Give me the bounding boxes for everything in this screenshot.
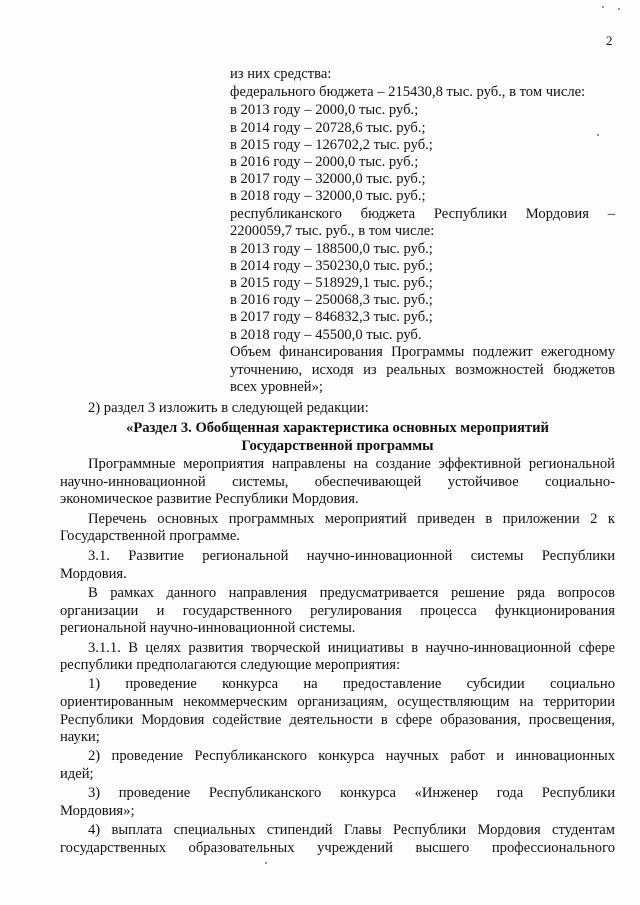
section-heading: Государственной программы [241, 438, 434, 454]
funding-line: республиканского бюджета Республики Мордовия – [230, 206, 615, 222]
body-line: Мордовия»; [60, 803, 135, 819]
funding-line: в 2017 году – 32000,0 тыс. руб.; [230, 171, 426, 187]
body-line: Перечень основных программных мероприятий приведен в приложении 2 к [88, 511, 615, 527]
body-line: В рамках данного направления предусматривается решение ряда вопросов [88, 585, 615, 601]
funding-line: в 2018 году – 32000,0 тыс. руб.; [230, 188, 426, 204]
section-heading: «Раздел 3. Обобщенная характеристика основных мероприятий [126, 420, 549, 436]
funding-line: в 2013 году – 2000,0 тыс. руб.; [230, 102, 419, 118]
body-line: Республики Мордовия содействие деятельности в сфере образования, просвещения, [60, 712, 615, 728]
body-line: Программные мероприятия направлены на создание эффективной региональной [88, 456, 615, 472]
funding-line: в 2014 году – 350230,0 тыс. руб.; [230, 258, 433, 274]
body-line: 4) выплата специальных стипендий Главы Республики Мордовия студентам [88, 822, 615, 838]
funding-line: федерального бюджета – 215430,8 тыс. руб., в том числе: [230, 84, 586, 100]
body-line: 3.1. Развитие региональной научно-инновационной системы Республики [88, 548, 615, 564]
body-line: Государственной программе. [60, 528, 240, 544]
funding-line: в 2014 году – 20728,6 тыс. руб.; [230, 120, 426, 136]
body-line: государственных образовательных учреждений высшего профессионального [60, 840, 615, 856]
body-line: организации и государственного регулирования процесса функционирования [60, 603, 615, 619]
funding-line: в 2016 году – 250068,3 тыс. руб.; [230, 292, 433, 308]
funding-line: 2200059,7 тыс. руб., в том числе: [230, 223, 435, 239]
scan-speck [265, 862, 267, 864]
funding-line: из них средства: [230, 66, 332, 82]
body-line: 3.1.1. В целях развития творческой инициативы в научно-инновационной сфере [88, 640, 615, 656]
funding-line: в 2018 году – 45500,0 тыс. руб. [230, 327, 422, 343]
funding-line: всех уровней»; [230, 379, 323, 395]
funding-line: в 2013 году – 188500,0 тыс. руб.; [230, 241, 433, 257]
funding-line: в 2017 году – 846832,3 тыс. руб.; [230, 309, 433, 325]
scan-speck [597, 134, 599, 136]
funding-line: уточнению, исходя из реальных возможностей бюджетов [230, 362, 615, 378]
body-line: республики предполагаются следующие мероприятия: [60, 657, 401, 673]
section-intro: 2) раздел 3 изложить в следующей редакции: [88, 400, 369, 416]
page-number: 2 [606, 33, 613, 48]
body-line: 3) проведение Республиканского конкурса «Инженер года Республики [88, 785, 615, 801]
body-line: 2) проведение Республиканского конкурса научных работ и инновационных [88, 748, 615, 764]
body-line: региональной научно-инновационной системы. [60, 620, 356, 636]
body-line: идей; [60, 766, 94, 782]
body-line: экономическое развитие Республики Мордовия. [60, 491, 359, 507]
funding-line: в 2015 году – 126702,2 тыс. руб.; [230, 137, 433, 153]
body-line: науки; [60, 729, 100, 745]
funding-line: в 2015 году – 518929,1 тыс. руб.; [230, 275, 433, 291]
body-line: 1) проведение конкурса на предоставление субсидии социально [88, 676, 615, 692]
body-line: Мордовия. [60, 566, 127, 582]
body-line: ориентированным некоммерческим организациям, осуществляющим на территории [60, 694, 615, 710]
scan-speck [618, 8, 620, 10]
funding-line: в 2016 году – 2000,0 тыс. руб.; [230, 154, 419, 170]
scan-speck [602, 6, 604, 8]
body-line: научно-инновационной системы, обеспечивающей устойчивое социально- [60, 474, 615, 490]
funding-line: Объем финансирования Программы подлежит ежегодному [230, 344, 615, 360]
